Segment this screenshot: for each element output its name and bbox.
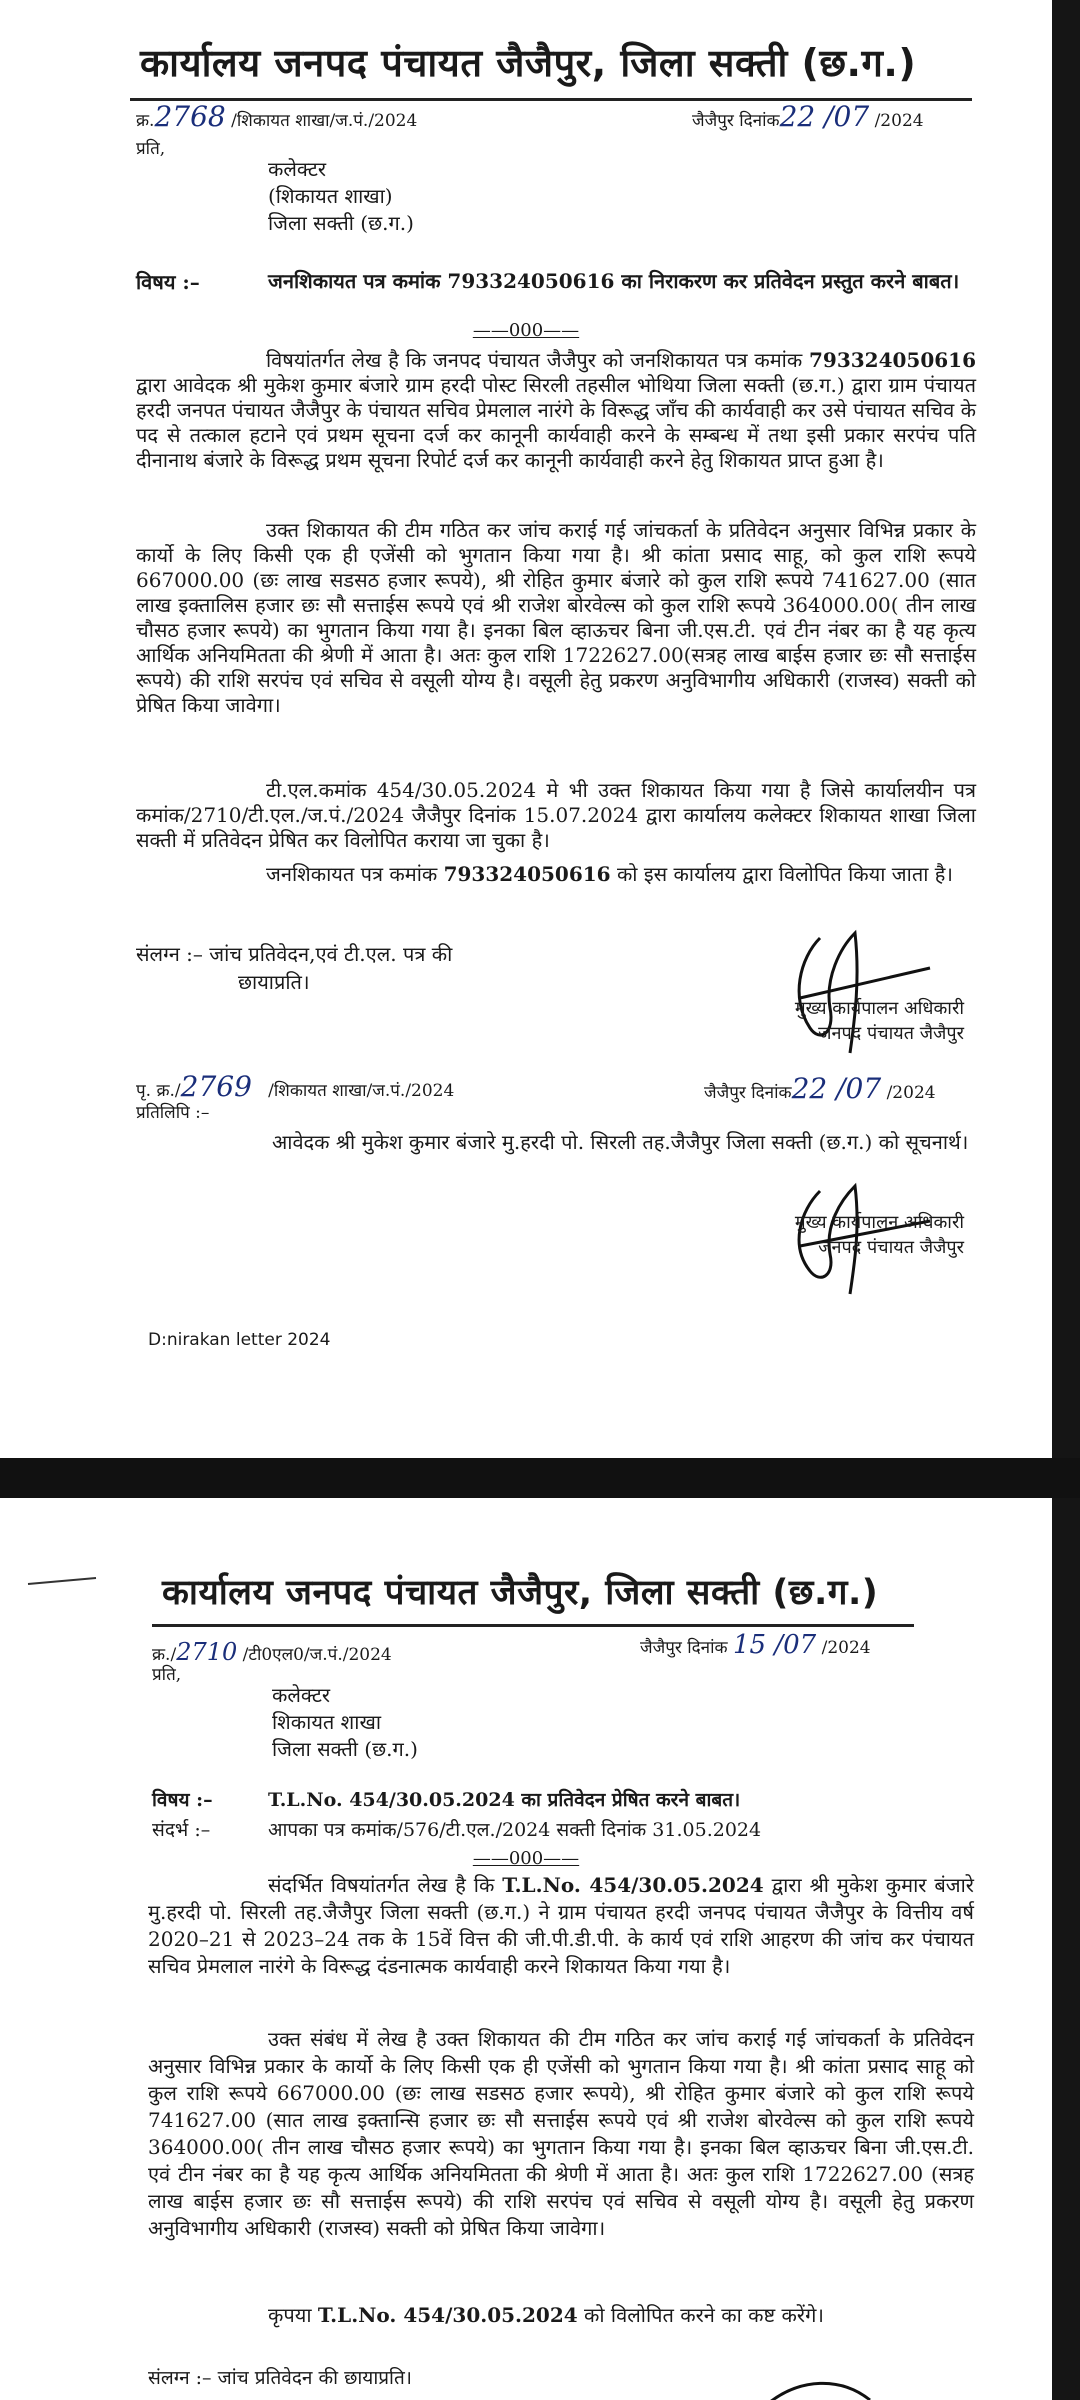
reference-text: आपका पत्र कमांक/576/टी.एल./2024 सक्ती दिनांक 31.05.2024 (268, 1819, 762, 1841)
enclosure-line: संलग्न :– जांच प्रतिवेदन,एवं टी.एल. पत्र की (136, 942, 453, 966)
ref-number: 2710 (176, 1638, 238, 1666)
para-text: संदर्भित विषयांतर्गत लेख है कि (268, 1873, 503, 1897)
ref-suffix: /टी0एल0/ज.पं./2024 (242, 1645, 392, 1665)
paragraph-1 (148, 1872, 974, 1980)
para-text: विषयांतर्गत लेख है कि जनपद पंचायत जैजैपुर को जनशिकायत पत्र कमांक (266, 348, 809, 372)
date-handwritten: 15 /07 (732, 1630, 817, 1660)
subject-label: विषय :– (136, 270, 200, 294)
title-underline (152, 1624, 914, 1627)
date-suffix: /2024 (874, 111, 924, 131)
signatory-office: जनपद पंचायत जैजैपुर (818, 1237, 964, 1258)
recipient-block (272, 1682, 418, 1763)
signatory-office: जनपद पंचायत जैजैपुर (818, 1023, 964, 1044)
copy-date-handwritten: 22 /07 (791, 1072, 882, 1105)
subject-text: जनशिकायत पत्र कमांक 793324050616 का निराकरण कर प्रतिवेदन प्रस्तुत करने बाबत। (268, 269, 960, 293)
page-edge (1052, 1498, 1080, 2400)
tl-number: T.L.No. 454/30.05.2024 (502, 1873, 764, 1897)
signatory-2 (600, 1210, 964, 1260)
page-edge (1052, 0, 1080, 1458)
recipient-line: (शिकायत शाखा) (268, 184, 393, 208)
para-text: द्वारा आवेदक श्री मुकेश कुमार बंजारे ग्राम हरदी पोस्ट सिरली तहसील भोथिया जिला सक्ती (छ.ग.) द्वारा ग्राम पंचायत हरदी जनपत पंचायत जैजैपुर के पंचायत सचिव प्रेमलाल नारंगे के विरूद्ध जाँच की कार्यवाही कर उसे पंचायत सचिव के पद से तत्काल हटाने एवं प्रथम सूचना दर्ज कर कानूनी कार्यवाही करने के सम्बन्ध में तथा इसी प्रकार सरपंच पति दीनानाथ बंजारे के विरूद्ध प्रथम सूचना रिपोर्ट दर्ज कर कानूनी कार्यवाही करने हेतु शिकायत प्राप्त हुआ है। (136, 373, 976, 472)
complaint-number: 793324050616 (809, 348, 976, 372)
ref-prefix: क्र./ (152, 1645, 177, 1665)
ref-line (152, 1638, 392, 1666)
paragraph-2: उक्त संबंध में लेख है उक्त शिकायत की टीम गठित कर जांच कराई गई जांचकर्ता के प्रतिवेदन अनुसार विभिन्न प्रकार के कार्यो के लिए किसी एक ही एजेंसी को भुगतान किया गया है। श्री कांता प्रसाद साहू को कुल राशि रूपये 667000.00 (छः लाख सडसठ हजार रूपये), श्री रोहित कुमार बंजारे को कुल राशि रूपये 741627.00 (सात लाख इक्तान्सि हजार छः सौ सत्ताईस रूपये एवं श्री राजेश बोरवेल्स को कुल राशि रूपये 364000.00( तीन लाख चौसठ हजार रूपये) का भुगतान किया गया है। इनका बिल व्हाऊचर बिना जी.एस.टी. एवं टीन नंबर का है यह कृत्य आर्थिक अनियमितता की श्रेणी में आता है। अतः कुल राशि 1722627.00 (सत्रह लाख बाईस हजार छः सौ सत्ताईस रूपये) की राशि सरपंच एवं सचिव से वसूली योग्य है। वसूली हेतु प्रकरण अनुविभागीय अधिकारी (राजस्व) सक्ती को प्रेषित किया जावेगा। (148, 2027, 974, 2240)
copy-ref-line (136, 1070, 454, 1103)
copy-label: प्रतिलिपि :– (136, 1103, 210, 1123)
pen-mark (26, 1574, 106, 1588)
paragraph-1 (136, 348, 976, 473)
para-text: को विलोपित करने का कष्ट करेंगे। (577, 2303, 824, 2327)
prati-label: प्रति, (136, 139, 166, 159)
paragraph-2: उक्त शिकायत की टीम गठित कर जांच कराई गई जांचकर्ता के प्रतिवेदन अनुसार विभिन्न प्रकार के कार्यो के लिए किसी एक ही एजेंसी को भुगतान किया गया है। श्री कांता प्रसाद साहू, को कुल राशि रूपये 667000.00 (छः लाख सडसठ हजार रूपये), श्री रोहित कुमार बंजारे को कुल राशि रूपये 741627.00 (सात लाख इक्तालिस हजार छः सौ सत्ताईस रूपये एवं श्री राजेश बोरवेल्स को कुल राशि रूपये 364000.00( तीन लाख चौसठ हजार रूपये) का भुगतान किया गया है। इनका बिल व्हाऊचर बिना जी.एस.टी. एवं टीन नंबर का है यह कृत्य आर्थिक अनियमितता की श्रेणी में आता है। अतः कुल राशि 1722627.00(सत्रह लाख बाईस हजार छः सौ सत्ताईस रूपये) की राशि सरपंच एवं सचिव से वसूली योग्य है। वसूली हेतु प्रकरण अनुविभागीय अधिकारी (राजस्व) सक्ती को प्रेषित किया जावेगा। (136, 518, 976, 717)
date-prefix: जैजैपुर दिनांक (640, 1638, 728, 1658)
copy-date-suffix: /2024 (886, 1083, 936, 1103)
date-line (640, 1630, 871, 1660)
recipient-line: कलेक्टर (268, 157, 327, 181)
para-text: द्वारा श्री मुकेश कुमार बंजारे मु.हरदी पो. सिरली तह.जैजैपुर जिला सक्ती (छ.ग.) ने ग्राम पंचायत हरदी जनपद पंचायत जैजैपुर के वित्तीय वर्ष 2020–21 से 2023–24 तक के 15वें वित्त की जी.पी.डी.पी. के कार्य एवं राशि आहरण की जांच कर पंचायत सचिव प्रेमलाल नारंगे के विरूद्ध दंडनात्मक कार्यवाही करने शिकायत किया गया है। (148, 1873, 974, 1978)
para-text: जनशिकायत पत्र कमांक (266, 862, 444, 886)
office-title: कार्यालय जनपद पंचायत जैजैपुर, जिला सक्ती (छ.ग.) (140, 41, 917, 85)
separator: ——000—— (472, 1848, 580, 1869)
prati-label: प्रति, (152, 1665, 182, 1685)
signature-partial (760, 2374, 880, 2400)
paragraph-4 (136, 862, 976, 887)
recipient-line: शिकायत शाखा (272, 1710, 381, 1734)
date-line (692, 100, 924, 133)
complaint-number: 793324050616 (443, 862, 611, 886)
reference-label: संदर्भ :– (152, 1819, 211, 1841)
ref-suffix: /शिकायत शाखा/ज.पं./2024 (231, 111, 418, 131)
enclosure-line: छायाप्रति। (238, 970, 310, 994)
date-suffix: /2024 (821, 1638, 871, 1658)
date-prefix: जैजैपुर दिनांक (692, 111, 780, 131)
copy-date-prefix: जैजैपुर दिनांक (704, 1083, 792, 1103)
paragraph-3 (148, 2302, 974, 2329)
letter-page-2 (0, 1498, 1052, 2400)
enclosure (136, 940, 452, 996)
copy-date-line (704, 1072, 936, 1105)
copy-ref-number: 2769 (180, 1070, 252, 1103)
para-text: को इस कार्यालय द्वारा विलोपित किया जाता है। (610, 862, 953, 886)
office-title: कार्यालय जनपद पंचायत जैजैपुर, जिला सक्ती (छ.ग.) (162, 1573, 879, 1613)
tl-number: T.L.No. 454/30.05.2024 (317, 2303, 578, 2327)
recipient-line: जिला सक्ती (छ.ग.) (272, 1737, 418, 1761)
enclosure: संलग्न :– जांच प्रतिवेदन की छायाप्रति। (148, 2367, 413, 2389)
footer-file-path: D:nirakan letter 2024 (148, 1330, 331, 1350)
recipient-line: कलेक्टर (272, 1683, 331, 1707)
paragraph-3: टी.एल.कमांक 454/30.05.2024 मे भी उक्त शिकायत किया गया है जिसे कार्यालयीन पत्र कमांक/2710/टी.एल./ज.पं./2024 जैजैपुर दिनांक 15.07.2024 द्वारा कार्यालय कलेक्टर शिकायत शाखा जिला सक्ती में प्रतिवेदन प्रेषित कर विलोपित कराया जा चुका है। (136, 778, 976, 852)
copy-ref-suffix: /शिकायत शाखा/ज.पं./2024 (268, 1081, 455, 1101)
copy-ref-prefix: पृ. क्र./ (136, 1081, 181, 1101)
ref-number: 2768 (154, 100, 226, 133)
subject-text: T.L.No. 454/30.05.2024 का प्रतिवेदन प्रेषित करने बाबत। (268, 1789, 741, 1811)
ref-line (136, 100, 417, 133)
signatory-1 (600, 996, 964, 1046)
date-handwritten: 22 /07 (779, 100, 870, 133)
copy-text: आवेदक श्री मुकेश कुमार बंजारे मु.हरदी पो. सिरली तह.जैजैपुर जिला सक्ती (छ.ग.) को सूचनार्थ। (272, 1130, 969, 1154)
ref-prefix: क्र. (136, 111, 155, 131)
signatory-title: मुख्य कार्यपालन अधिकारी (794, 1212, 964, 1233)
recipient-block (268, 156, 414, 237)
subject-label: विषय :– (152, 1789, 213, 1811)
signatory-title: मुख्य कार्यपालन अधिकारी (794, 998, 964, 1019)
para-text: कृपया (268, 2303, 318, 2327)
separator: ——000—— (472, 320, 580, 341)
recipient-line: जिला सक्ती (छ.ग.) (268, 211, 414, 235)
